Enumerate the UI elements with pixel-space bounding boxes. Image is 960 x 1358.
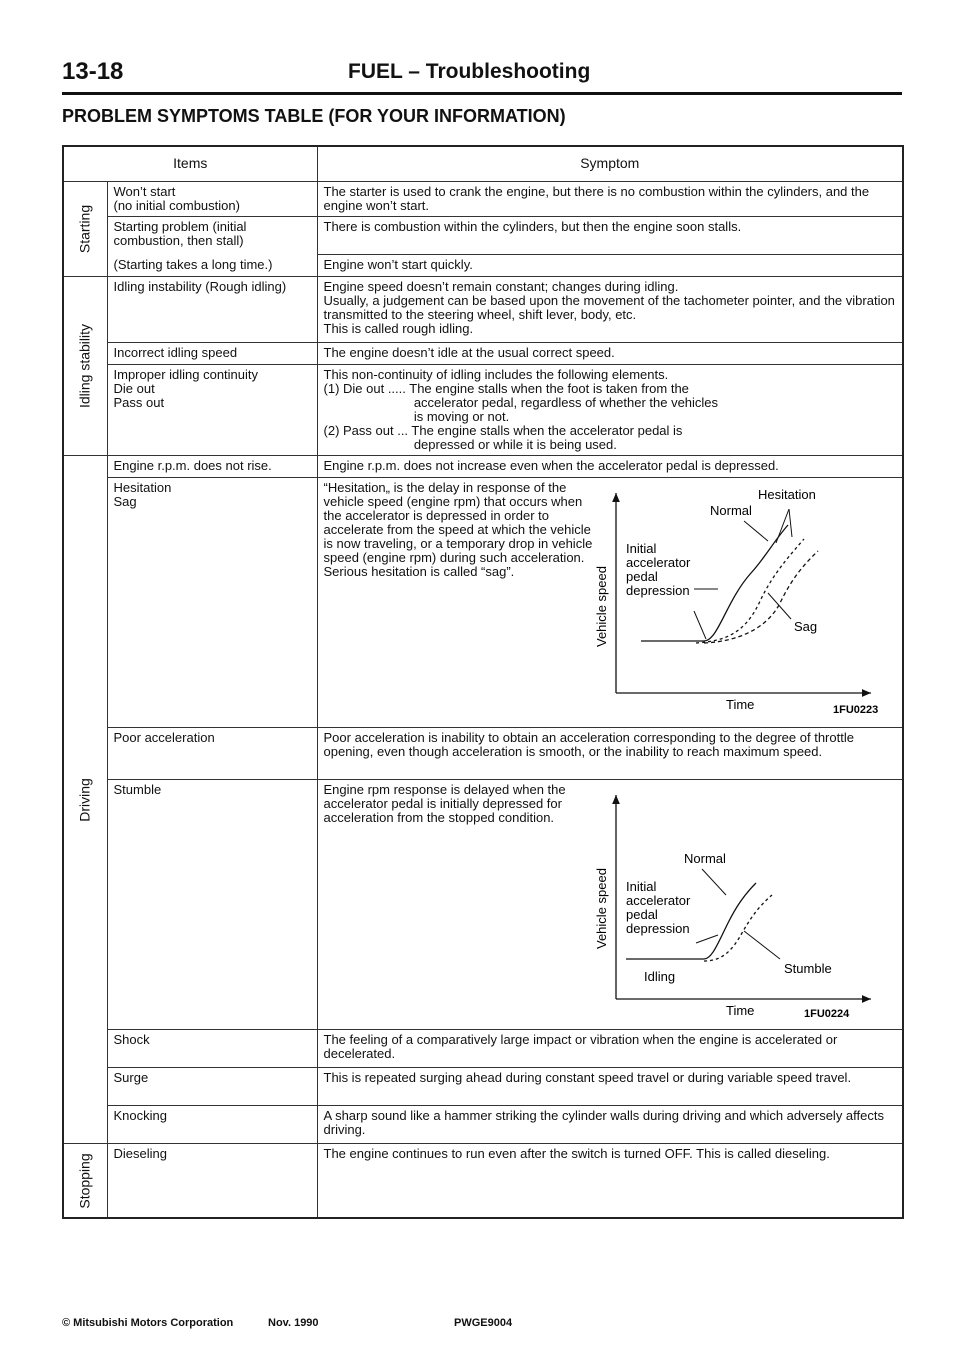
- y-axis-label: Vehicle speed: [593, 868, 609, 950]
- item-cell: Surge: [107, 1068, 317, 1106]
- accelerator-label: accelerator: [625, 555, 690, 571]
- category-cell: [63, 1144, 107, 1218]
- normal-label: Normal: [709, 503, 752, 519]
- table-row: [63, 1068, 903, 1106]
- category-idling-stability: Idling stability: [76, 324, 93, 409]
- item-cell: Knocking: [107, 1106, 317, 1144]
- symptom-cell: The starter is used to crank the engine, but there is no combustion within the cylinders, and the engine won’t start.: [317, 182, 903, 217]
- category-stopping: Stopping: [76, 1152, 93, 1209]
- category-driving: Driving: [76, 777, 93, 822]
- table-row: [63, 1030, 903, 1068]
- item-cell: Dieseling: [107, 1144, 317, 1218]
- symptom-cell: Poor acceleration is inability to obtain an acceleration corresponding to the degree of throttle opening, even though acceleration is smooth, or the inability to reach maximum speed.: [317, 728, 903, 780]
- hesitation-diagram: [593, 481, 878, 717]
- symptom-cell: This is repeated surging ahead during constant speed travel or during variable speed travel.: [317, 1068, 903, 1106]
- stumble-diagram: [593, 783, 876, 1021]
- item-cell: Shock: [107, 1030, 317, 1068]
- y-axis-label: Vehicle speed: [593, 566, 609, 648]
- item-cell: Won’t start (no initial combustion): [107, 182, 317, 217]
- symptom-cell: Engine won’t start quickly.: [317, 255, 903, 277]
- depression-label: depression: [625, 921, 690, 937]
- category-cell: [63, 182, 107, 277]
- idling-label: Idling: [643, 969, 675, 985]
- accelerator-label: accelerator: [625, 893, 690, 909]
- table-row: [63, 343, 903, 365]
- item-cell: Idling instability (Rough idling): [107, 277, 317, 343]
- symptom-cell: Engine speed doesn’t remain constant; changes during idling. Usually, a judgement can be based upon the movement of the tachometer pointer, and the vibration transmitted to the steering wheel, shift lever, body, etc. This is called rough idling.: [317, 277, 903, 343]
- symptom-cell: There is combustion within the cylinders, but then the engine soon stalls.: [317, 217, 903, 255]
- category-starting: Starting: [76, 204, 93, 254]
- table-row: [63, 780, 903, 1030]
- column-header-symptom: Symptom: [317, 146, 903, 182]
- symptom-cell: [317, 780, 903, 1030]
- table-row: [63, 728, 903, 780]
- item-cell: Starting problem (initial combustion, then stall): [107, 217, 317, 255]
- symptom-cell: The feeling of a comparatively large impact or vibration when the engine is accelerated or decelerated.: [317, 1030, 903, 1068]
- table-row: [63, 365, 903, 456]
- symptom-cell: [317, 478, 903, 728]
- footer-copyright: © Mitsubishi Motors Corporation: [62, 1317, 234, 1329]
- section-title-header: FUEL – Troubleshooting: [348, 60, 591, 83]
- depression-leader: [696, 935, 718, 943]
- symptom-cell: The engine continues to run even after the switch is turned OFF. This is called dieseling.: [317, 1144, 903, 1218]
- footer-date: Nov. 1990: [268, 1317, 319, 1329]
- table-row: [63, 277, 903, 343]
- normal-label: Normal: [683, 851, 726, 867]
- hesitation-definition: “Hesitation„ is the delay in response of the vehicle speed (engine rpm) that occurs when the accelerator is depressed in order to accelerate from the speed at which the vehicle is now traveling, or a temporary drop in vehicle speed (engine rpm) during such acceleration. Serious hesitation is called “sag”.: [323, 480, 593, 580]
- table-row: [63, 1144, 903, 1218]
- symptoms-table: [62, 145, 904, 1219]
- sag-leader: [768, 593, 791, 619]
- item-cell: Incorrect idling speed: [107, 343, 317, 365]
- table-header-row: [63, 146, 903, 182]
- symptom-cell: This non-continuity of idling includes the following elements. (1) Die out ..... The engine stalls when the foot is taken from the accelerator pedal, regardless of whether the vehicles is moving or not. (2) Pass out ... The engine stalls when the accelerator pedal is depressed or while it is being used.: [317, 365, 903, 456]
- item-cell: Hesitation Sag: [107, 478, 317, 728]
- hesitation-curve: [696, 539, 804, 643]
- stumble-definition: Engine rpm response is delayed when the accelerator pedal is initially depressed for acceleration from the stopped condition.: [323, 782, 566, 826]
- table-row: [63, 182, 903, 217]
- depression-label: depression: [625, 583, 690, 599]
- figure-code: 1FU0224: [803, 1008, 849, 1021]
- pedal-label: pedal: [625, 907, 658, 923]
- table-row: [63, 255, 903, 277]
- item-cell: Engine r.p.m. does not rise.: [107, 456, 317, 478]
- footer-code: PWGE9004: [454, 1317, 513, 1329]
- symptom-cell: The engine doesn’t idle at the usual correct speed.: [317, 343, 903, 365]
- table-row: [63, 478, 903, 728]
- stumble-label: Stumble: [783, 961, 832, 977]
- figure-code: 1FU0223: [832, 704, 878, 717]
- x-axis-label: Time: [725, 1003, 754, 1019]
- page-number: 13-18: [62, 58, 124, 85]
- header-rule: [62, 92, 902, 95]
- depression-leader: [694, 611, 706, 639]
- page-header: [62, 58, 902, 92]
- category-cell: [63, 277, 107, 456]
- symptom-cell: A sharp sound like a hammer striking the cylinder walls during driving and which adversely affects driving.: [317, 1106, 903, 1144]
- normal-leader: [744, 521, 768, 541]
- symptom-cell: Engine r.p.m. does not increase even when the accelerator pedal is depressed.: [317, 456, 903, 478]
- category-cell: [63, 456, 107, 1144]
- sag-label: Sag: [793, 619, 817, 635]
- table-row: [63, 1106, 903, 1144]
- hesitation-label: Hesitation: [757, 487, 816, 503]
- x-axis-label: Time: [725, 697, 754, 713]
- column-header-items: Items: [63, 146, 317, 182]
- initial-label: Initial: [625, 541, 656, 557]
- table-row: [63, 217, 903, 255]
- item-cell: Improper idling continuity Die out Pass out: [107, 365, 317, 456]
- hesitation-leader: [789, 509, 792, 537]
- initial-label: Initial: [625, 879, 656, 895]
- stumble-leader: [744, 931, 780, 959]
- page-title: PROBLEM SYMPTOMS TABLE (FOR YOUR INFORMATION): [62, 106, 566, 126]
- normal-leader: [702, 869, 726, 895]
- pedal-label: pedal: [625, 569, 658, 585]
- item-cell: Poor acceleration: [107, 728, 317, 780]
- item-cell: Stumble: [107, 780, 317, 1030]
- table-row: [63, 456, 903, 478]
- item-cell: (Starting takes a long time.): [107, 255, 317, 277]
